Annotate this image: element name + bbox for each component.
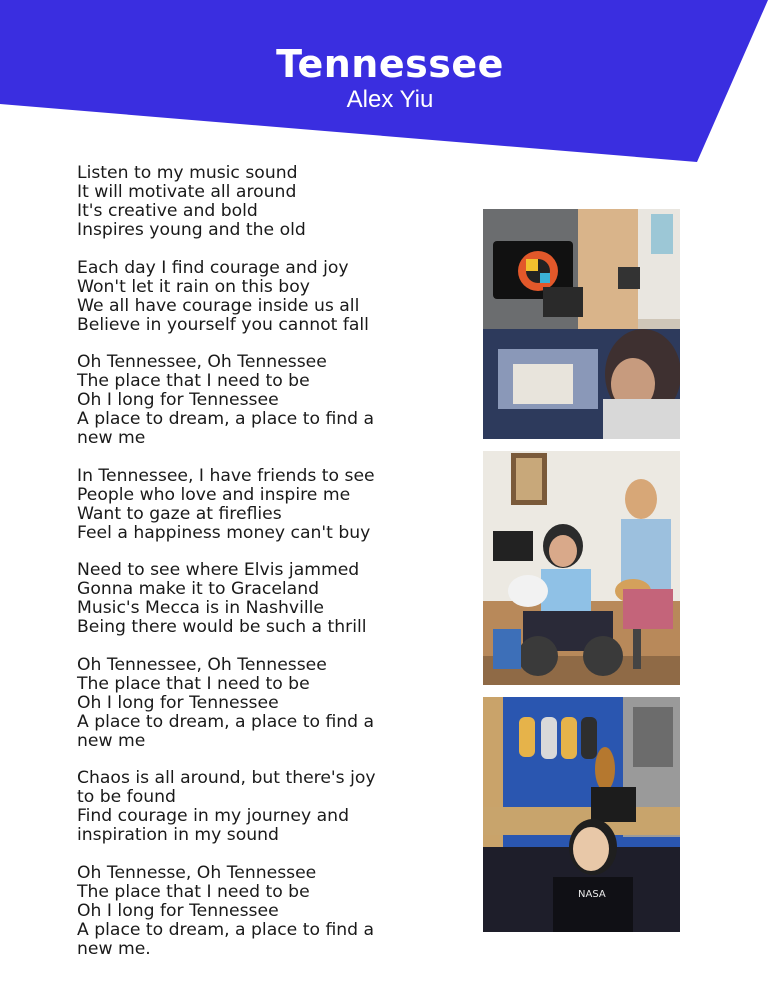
lyric-line: inspiration in my sound <box>77 825 279 845</box>
lyric-line: A place to dream, a place to find a <box>77 409 375 429</box>
lyric-line: new me <box>77 428 146 448</box>
lyric-line: Oh Tennesse, Oh Tennessee <box>77 862 317 883</box>
lyric-line: People who love and inspire me <box>77 484 351 505</box>
lyric-line: A place to dream, a place to find a <box>77 919 375 940</box>
photo-tablet-music <box>483 209 680 439</box>
photo-guitar-session <box>483 451 680 685</box>
lyric-line: Chaos is all around, but there's joy <box>77 768 376 788</box>
lyric-line: The place that I need to be <box>77 371 310 391</box>
lyric-line: The place that I need to be <box>77 673 310 694</box>
lyric-line: Find courage in my journey and <box>77 806 349 826</box>
lyric-line: new me. <box>77 938 151 959</box>
stanza <box>77 164 447 240</box>
stanza <box>77 467 447 543</box>
stanza <box>77 656 447 751</box>
poem-author: Alex Yiu <box>346 86 434 113</box>
lyric-line: Feel a happiness money can't buy <box>77 522 371 543</box>
lyric-line: Listen to my music sound <box>77 163 298 183</box>
photo-guitar-wall <box>483 697 680 932</box>
lyric-line: In Tennessee, I have friends to see <box>77 465 375 486</box>
lyric-line: Gonna make it to Graceland <box>77 579 320 599</box>
lyric-line: Believe in yourself you cannot fall <box>77 314 369 335</box>
lyric-line: The place that I need to be <box>77 881 310 902</box>
lyric-line: Want to gaze at fireflies <box>77 503 282 524</box>
lyrics-body <box>77 164 447 977</box>
lyric-line: Oh Tennessee, Oh Tennessee <box>77 352 327 372</box>
lyric-line: Won't let it rain on this boy <box>77 276 310 297</box>
stanza <box>77 769 447 845</box>
jersey-text: NASA <box>578 889 606 900</box>
lyric-line: Oh Tennessee, Oh Tennessee <box>77 654 327 675</box>
lyric-line: Oh I long for Tennessee <box>77 900 279 921</box>
poem-title: Tennessee <box>276 42 504 86</box>
lyric-line: It will motivate all around <box>77 182 297 202</box>
lyric-line: Being there would be such a thrill <box>77 617 367 637</box>
stanza <box>77 259 447 335</box>
stanza <box>77 353 447 448</box>
lyric-line: Oh I long for Tennessee <box>77 390 279 410</box>
lyric-line: new me <box>77 730 146 751</box>
stanza <box>77 561 447 637</box>
lyric-line: We all have courage inside us all <box>77 295 360 316</box>
lyric-line: to be found <box>77 787 176 807</box>
lyric-line: A place to dream, a place to find a <box>77 711 375 732</box>
lyric-line: Inspires young and the old <box>77 220 306 240</box>
lyric-line: Each day I find courage and joy <box>77 257 349 278</box>
lyric-line: It's creative and bold <box>77 201 258 221</box>
lyric-line: Music's Mecca is in Nashville <box>77 598 324 618</box>
lyric-line: Need to see where Elvis jammed <box>77 560 360 580</box>
lyric-line: Oh I long for Tennessee <box>77 692 279 713</box>
stanza <box>77 864 447 959</box>
